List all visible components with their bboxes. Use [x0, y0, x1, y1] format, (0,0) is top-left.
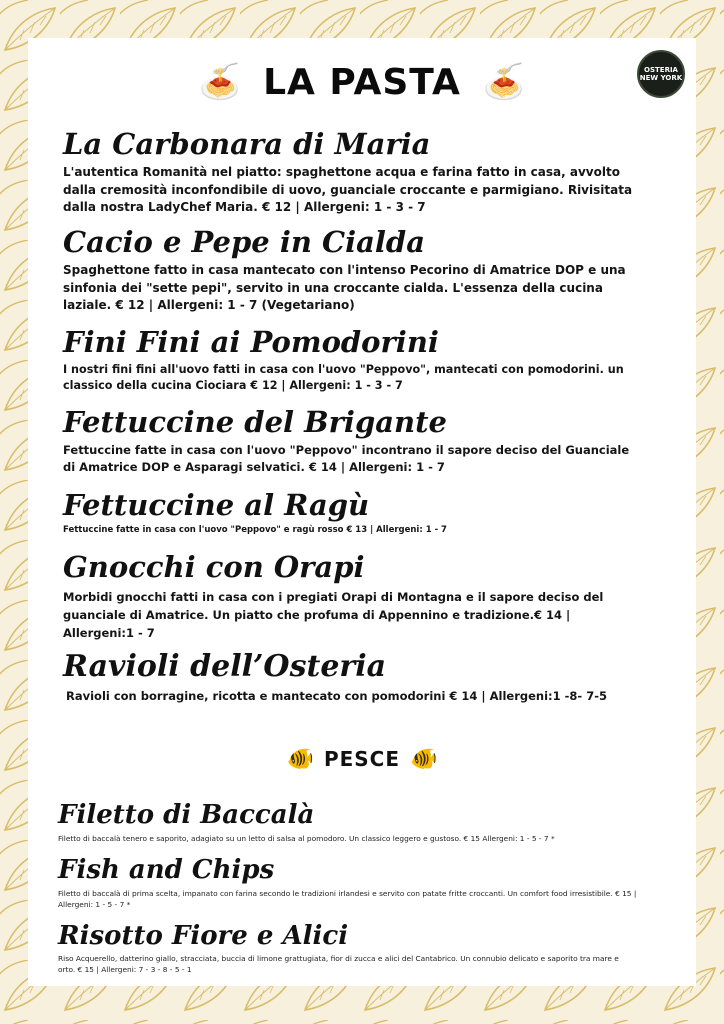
section-title: PESCE — [323, 747, 401, 771]
dish-name: Fish and Chips — [58, 855, 275, 885]
fish-emoji-icon: 🐠 — [410, 746, 438, 772]
menu-item — [63, 124, 643, 217]
dish-description: Filetto di baccalà tenero e saporito, adagiato su un letto di salsa al pomodoro. Un classico leggero e gustoso. € 15 Allergeni: 1 - 5 - 7 * — [58, 834, 555, 843]
dish-description: Fettuccine fatte in casa con l'uovo "Peppovo" incontrano il sapore deciso del Guanciale di Amatrice DOP e Asparagi selvatici. € 14 | Allergeni: 1 - 7 — [63, 443, 630, 474]
pasta-emoji-icon: 🍝 — [198, 62, 242, 102]
dish-name: Filetto di Baccalà — [58, 800, 315, 830]
pasta-emoji-icon: 🍝 — [482, 62, 526, 102]
logo-line: OSTERIA — [644, 66, 678, 74]
menu-item — [63, 322, 643, 394]
dish-description: Morbidi gnocchi fatti in casa con i pregiati Orapi di Montagna e il sapore deciso del guanciale di Amatrice. Un piatto che profuma di Appennino e tradizione.€ 14 | Allergeni:1 - 7 — [63, 590, 604, 640]
dish-name: La Carbonara di Maria — [63, 127, 431, 161]
dish-description: Spaghettone fatto in casa mantecato con l'intenso Pecorino di Amatrice DOP e una sinfonia dei "sette pepi", servito in una croccante cialda. L'essenza della cucina laziale. € 12 | Allergeni: 1 - 7 (Vegetariano) — [63, 263, 626, 312]
menu-item — [63, 546, 643, 642]
dish-name: Fettuccine al Ragù — [63, 488, 370, 522]
menu-item — [58, 796, 638, 845]
dish-name: Fini Fini ai Pomodorini — [63, 325, 439, 359]
dish-description: L'autentica Romanità nel piatto: spaghettone acqua e farina fatto in casa, avvolto dalla cremosità inconfondibile di uovo, guanciale croccante e parmigiano. Rivisitata dalla nostra LadyChef Maria. € 12 | Allergeni: 1 - 3 - 7 — [63, 165, 633, 214]
menu-item — [63, 222, 643, 315]
logo-line: NEW YORK — [639, 74, 683, 82]
dish-description: Riso Acquerello, datterino giallo, stracciata, buccia di limone grattugiata, fior di zucca e alici del Cantabrico. Un connubio delicato e saporito tra mare e orto. € 15 | Allergeni: 7 - 3 - 8 - 5 - 1 — [58, 954, 619, 974]
dish-name: Fettuccine del Brigante — [63, 405, 447, 439]
dish-description: Filetto di baccalà di prima scelta, impanato con farina secondo le tradizioni irlandesi e servito con patate fritte croccanti. Un comfort food irresistibile. € 15 | Allergeni: 1 - 5 - 7 * — [58, 889, 637, 909]
menu-item — [63, 646, 643, 704]
page-title: LA PASTA — [263, 61, 461, 103]
dish-name: Cacio e Pepe in Cialda — [63, 225, 426, 259]
menu-item — [58, 851, 638, 910]
page-header — [0, 56, 724, 108]
dish-description: I nostri fini fini all'uovo fatti in casa con l'uovo "Peppovo", mantecati con pomodorini. un classico della cucina Ciociara € 12 | Allergeni: 1 - 3 - 7 — [63, 363, 624, 392]
dish-description: Ravioli con borragine, ricotta e mantecato con pomodorini € 14 | Allergeni:1 -8- 7-5 — [66, 689, 607, 703]
dish-description: Fettuccine fatte in casa con l'uovo "Peppovo" e ragù rosso € 13 | Allergeni: 1 - 7 — [63, 525, 447, 535]
menu-item — [63, 402, 643, 476]
menu-item — [63, 485, 643, 536]
menu-item — [58, 918, 638, 975]
dish-name: Risotto Fiore e Alici — [58, 921, 349, 951]
osteria-logo — [637, 50, 685, 98]
dish-name: Gnocchi con Orapi — [63, 550, 365, 584]
dish-name: Ravioli dell’Osteria — [63, 649, 387, 684]
section-header-pesce — [0, 742, 724, 776]
fish-emoji-icon: 🐠 — [286, 746, 314, 772]
